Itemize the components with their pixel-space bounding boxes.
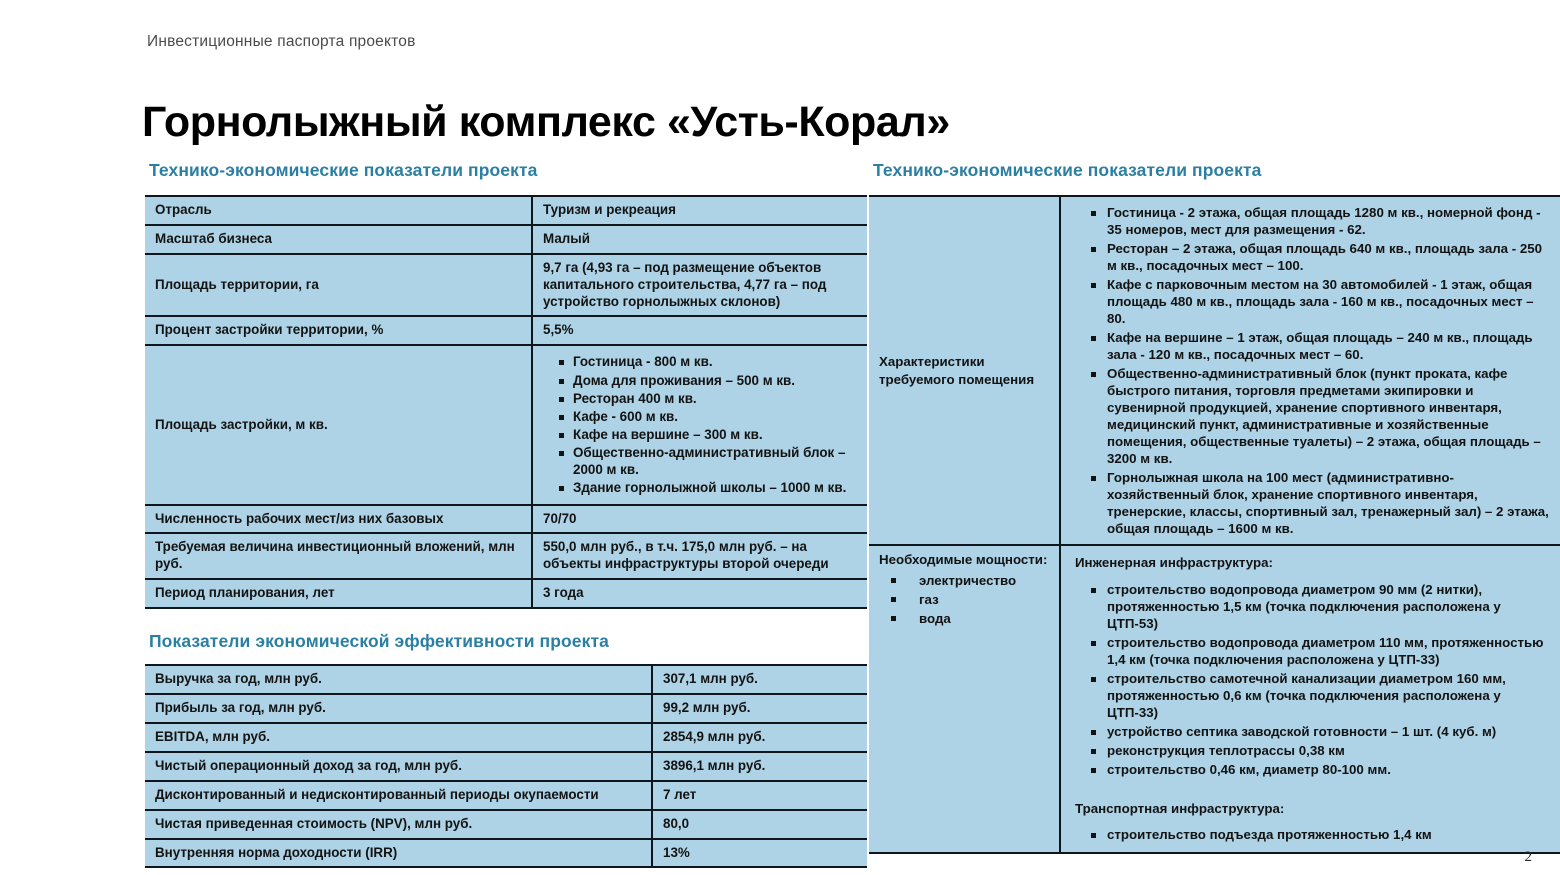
table-row (869, 545, 1560, 853)
row-label: Масштаб бизнеса (145, 225, 532, 254)
table-row (145, 810, 867, 839)
row-value: 9,7 га (4,93 га – под размещение объектов капитального строительства, 4,77 га – под устройство горнолыжных склонов) (532, 254, 867, 317)
row-label: EBITDA, млн руб. (145, 723, 652, 752)
table-row (145, 505, 867, 534)
transport-infrastructure-list (1075, 826, 1550, 843)
row-value (1060, 545, 1560, 853)
list-item: реконструкция теплотрассы 0,38 км (1091, 742, 1550, 759)
list-item: Дома для проживания – 500 м кв. (559, 372, 859, 389)
engineering-infrastructure-list (1075, 581, 1550, 778)
row-label: Чистая приведенная стоимость (NPV), млн руб. (145, 810, 652, 839)
row-value: 99,2 млн руб. (652, 694, 867, 723)
engineering-infrastructure-heading: Инженерная инфраструктура: (1075, 555, 1273, 571)
row-value: Туризм и рекреация (532, 196, 867, 225)
row-label: Площадь территории, га (145, 254, 532, 317)
row-label: Внутренняя норма доходности (IRR) (145, 839, 652, 868)
list-item: Общественно-административный блок – 2000 м кв. (559, 444, 859, 478)
list-item: строительство водопровода диаметром 90 мм (2 нитки), протяженностью 1,5 км (точка подключения расположена у ЦТП-53) (1091, 581, 1550, 632)
row-value: 3896,1 млн руб. (652, 752, 867, 781)
row-label: Выручка за год, млн руб. (145, 665, 652, 694)
row-value: 7 лет (652, 781, 867, 810)
list-item: Здание горнолыжной школы – 1000 м кв. (559, 479, 859, 496)
row-label: Период планирования, лет (145, 579, 532, 608)
table-row (145, 839, 867, 868)
required-capacity-list (879, 572, 1051, 627)
list-item: вода (885, 610, 1051, 627)
table-row (145, 781, 867, 810)
list-item: Кафе на вершине – 300 м кв. (559, 426, 859, 443)
list-item: Кафе с парковочным местом на 30 автомобилей - 1 этаж, общая площадь 480 м кв., площадь зала - 160 м кв., посадочных мест – 80. (1091, 276, 1550, 327)
right-column (869, 160, 1560, 854)
section-heading-technical-left: Технико-экономические показатели проекта (149, 160, 538, 180)
cell-spacer (1075, 845, 1550, 847)
left-column (145, 160, 867, 868)
row-label: Площадь застройки, м кв. (145, 345, 532, 504)
row-label (869, 545, 1060, 853)
list-item: Кафе на вершине – 1 этаж, общая площадь – 240 м кв., площадь зала - 120 м кв., посадочных мест – 60. (1091, 329, 1550, 363)
table-row (145, 225, 867, 254)
row-value: 5,5% (532, 316, 867, 345)
transport-infrastructure-heading: Транспортная инфраструктура: (1075, 800, 1285, 816)
page-title: Горнолыжный комплекс «Усть-Корал» (142, 97, 950, 146)
row-value: 13% (652, 839, 867, 868)
table-row (145, 345, 867, 504)
row-label: Численность рабочих мест/из них базовых (145, 505, 532, 534)
list-item: Кафе - 600 м кв. (559, 408, 859, 425)
row-label: Отрасль (145, 196, 532, 225)
list-item: Общественно-административный блок (пункт проката, кафе быстрого питания, торговля предметами экипировки и сувенирной продукцией, хранение спортивного инвентаря, медицинский пункт, административные и хозяйственные помещения, общественные туалеты) – 2 этажа, общая площадь – 3200 м кв. (1091, 365, 1550, 467)
table-row (145, 752, 867, 781)
list-item: Горнолыжная школа на 100 мест (административно-хозяйственный блок, хранение спортивного инвентаря, тренерские, классы, спортивный зал, тренажерный зал) – 2 этажа, общая площадь – 1600 м кв. (1091, 469, 1550, 537)
section-heading-technical-right: Технико-экономические показатели проекта (873, 160, 1262, 180)
table-row (145, 533, 867, 579)
row-value: 2854,9 млн руб. (652, 723, 867, 752)
page-number: 2 (1524, 849, 1532, 865)
list-item: строительство водопровода диаметром 110 мм, протяженностью 1,4 км (точка подключения расположена у ЦТП-33) (1091, 634, 1550, 668)
economic-efficiency-table (145, 664, 867, 868)
table-row (145, 196, 867, 225)
row-value: 550,0 млн руб., в т.ч. 175,0 млн руб. – на объекты инфраструктуры второй очереди (532, 533, 867, 579)
list-item: строительство подъезда протяженностью 1,4 км (1091, 826, 1550, 843)
list-item: устройство септика заводской готовности – 1 шт. (4 куб. м) (1091, 723, 1550, 740)
row-label: Дисконтированный и недисконтированный периоды окупаемости (145, 781, 652, 810)
row-value: 70/70 (532, 505, 867, 534)
table-row (145, 316, 867, 345)
row-value: 80,0 (652, 810, 867, 839)
table-row (145, 665, 867, 694)
row-label: Процент застройки территории, % (145, 316, 532, 345)
row-value (532, 345, 867, 504)
section-heading-economic-efficiency: Показатели экономической эффективности проекта (149, 631, 609, 652)
table-row (145, 254, 867, 317)
row-value: 307,1 млн руб. (652, 665, 867, 694)
document-kicker: Инвестиционные паспорта проектов (147, 33, 416, 50)
row-value: 3 года (532, 579, 867, 608)
premises-characteristics-list (1075, 204, 1550, 537)
list-item: строительство 0,46 км, диаметр 80-100 мм. (1091, 761, 1550, 778)
list-item: газ (885, 591, 1051, 608)
premises-infrastructure-table (869, 195, 1560, 854)
table-row (145, 723, 867, 752)
row-value: Малый (532, 225, 867, 254)
row-label: Характеристики требуемого помещения (869, 196, 1060, 545)
list-item: электричество (885, 572, 1051, 589)
capacity-label: Необходимые мощности: (879, 552, 1048, 568)
technical-indicators-table (145, 195, 867, 609)
row-label: Прибыль за год, млн руб. (145, 694, 652, 723)
table-row (145, 579, 867, 608)
row-value (1060, 196, 1560, 545)
list-item: строительство самотечной канализации диаметром 160 мм, протяженностью 0,6 км (точка подключения расположена у ЦТП-33) (1091, 670, 1550, 721)
list-item: Ресторан 400 м кв. (559, 390, 859, 407)
list-item: Гостиница - 800 м кв. (559, 353, 859, 370)
row-label: Требуемая величина инвестиционный вложений, млн руб. (145, 533, 532, 579)
table-row (869, 196, 1560, 545)
row-label: Чистый операционный доход за год, млн руб. (145, 752, 652, 781)
list-item: Гостиница - 2 этажа, общая площадь 1280 м кв., номерной фонд - 35 номеров, мест для размещения - 62. (1091, 204, 1550, 238)
list-item: Ресторан – 2 этажа, общая площадь 640 м кв., площадь зала - 250 м кв., посадочных мест – 100. (1091, 240, 1550, 274)
table-row (145, 694, 867, 723)
building-area-list (543, 353, 859, 496)
